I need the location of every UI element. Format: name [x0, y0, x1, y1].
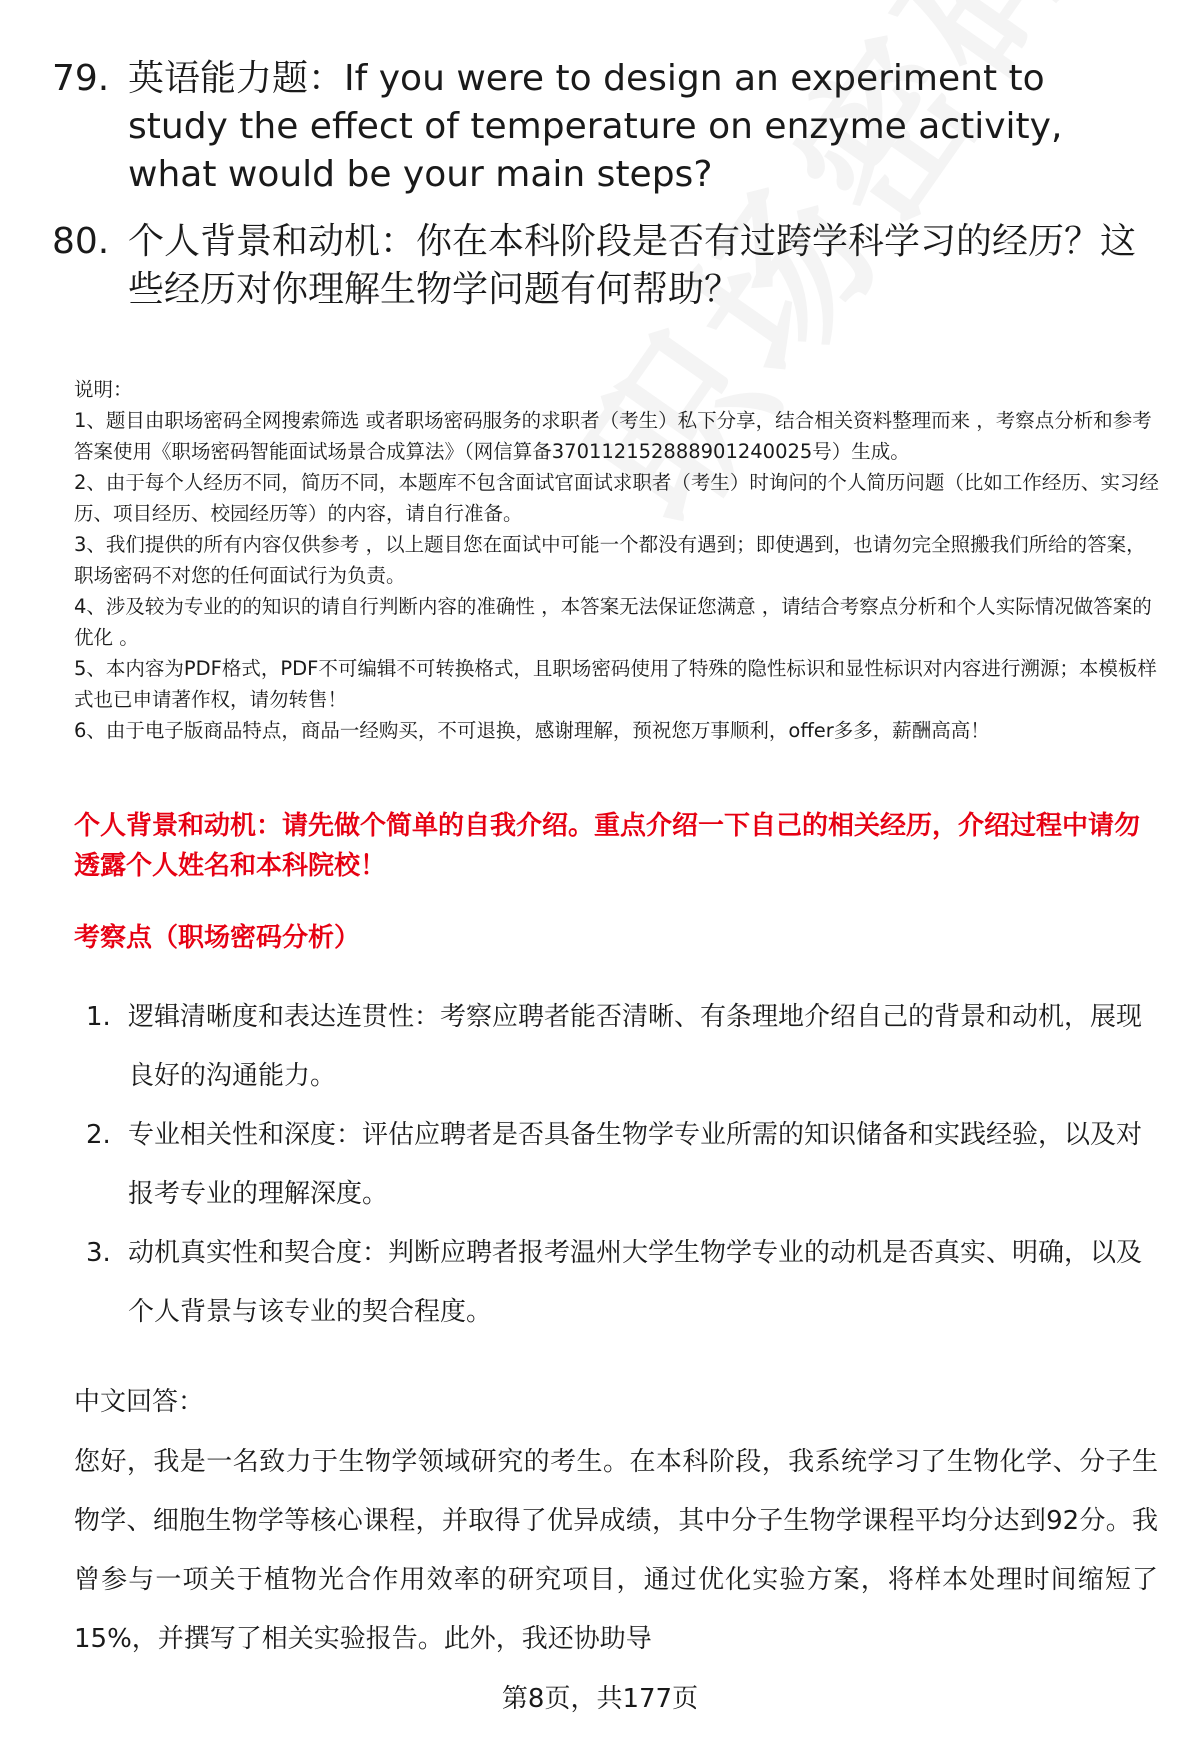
analysis-point [74, 1106, 1154, 1224]
section-question: 个人背景和动机：请先做个简单的自我介绍。重点介绍一下自己的相关经历，介绍过程中请勿透露个人姓名和本科院校！ [74, 811, 1141, 881]
question-text: 个人背景和动机：你在本科阶段是否有过跨学科学习的经历？这些经历对你理解生物学问题有何帮助？ [128, 221, 1137, 310]
point-text: 逻辑清晰度和表达连贯性：考察应聘者能否清晰、有条理地介绍自己的背景和动机，展现良好的沟通能力。 [128, 1002, 1143, 1091]
point-text: 专业相关性和深度：评估应聘者是否具备生物学专业所需的知识储备和实践经验，以及对报考专业的理解深度。 [128, 1120, 1143, 1209]
question-text: 英语能力题：If you were to design an experiment to study the effect of temperature on enzyme activity, what would be your main steps? [128, 58, 1063, 195]
point-number: 3. [86, 1238, 111, 1268]
answer-text: 您好，我是一名致力于生物学领域研究的考生。在本科阶段，我系统学习了生物化学、分子生物学、细胞生物学等核心课程，并取得了优异成绩，其中分子生物学课程平均分达到92分。我曾参与一项关于植物光合作用效率的研究项目，通过优化实验方案，将样本处理时间缩短了15%，并撰写了相关实验报告。此外，我还协助导 [74, 1447, 1158, 1654]
answer-label: 中文回答： [74, 1387, 205, 1417]
note-item: 3、我们提供的所有内容仅供参考 ，以上题目您在面试中可能一个都没有遇到；即使遇到，也请勿完全照搬我们所给的答案，职场密码不对您的任何面试行为负责。 [74, 533, 1146, 587]
note-item: 6、由于电子版商品特点，商品一经购买，不可退换，感谢理解，预祝您万事顺利，offer多多，薪酬高高！ [74, 719, 990, 742]
point-number: 1. [86, 1002, 111, 1032]
note-item: 1、题目由职场密码全网搜索筛选 或者职场密码服务的求职者（考生）私下分享，结合相关资料整理而来 ，考察点分析和参考答案使用《职场密码智能面试场景合成算法》（网信算备370112152888901240025号）生成。 [74, 409, 1152, 463]
notes-title: 说明： [74, 378, 133, 401]
question-80 [52, 218, 1152, 314]
question-number: 79. [52, 58, 110, 99]
point-text: 动机真实性和契合度：判断应聘者报考温州大学生物学专业的动机是否真实、明确，以及个人背景与该专业的契合程度。 [128, 1238, 1143, 1327]
note-item: 5、本内容为PDF格式，PDF不可编辑不可转换格式，且职场密码使用了特殊的隐性标识和显性标识对内容进行溯源；本模板样式也已申请著作权，请勿转售！ [74, 657, 1157, 711]
analysis-heading: 考察点（职场密码分析） [74, 923, 361, 953]
note-item: 4、涉及较为专业的的知识的请自行判断内容的准确性 ，本答案无法保证您满意 ，请结合考察点分析和个人实际情况做答案的优化 。 [74, 595, 1152, 649]
point-number: 2. [86, 1120, 111, 1150]
notes-block [74, 374, 1164, 746]
analysis-point [74, 1224, 1154, 1342]
question-number: 80. [52, 221, 110, 262]
question-79 [52, 55, 1152, 199]
page-footer: 第8页，共177页 [501, 1684, 699, 1714]
analysis-points [74, 988, 1154, 1342]
note-item: 2、由于每个人经历不同，简历不同，本题库不包含面试官面试求职者（考生）时询问的个人简历问题（比如工作经历、实习经历、项目经历、校园经历等）的内容，请自行准备。 [74, 471, 1159, 525]
analysis-point [74, 988, 1154, 1106]
